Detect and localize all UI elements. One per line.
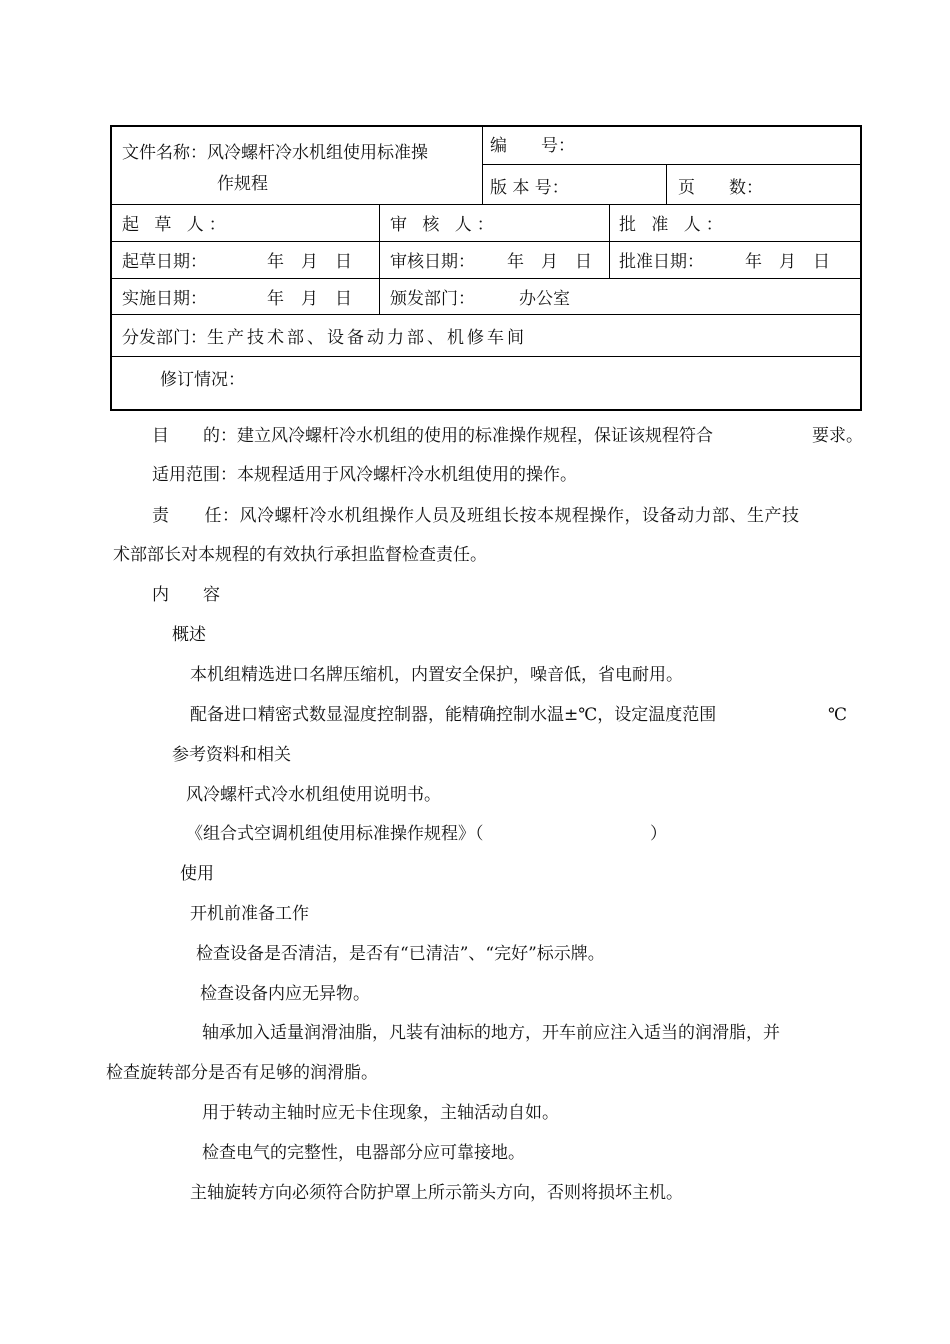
file-name-value: 风冷螺杆冷水机组使用标准操	[207, 143, 428, 163]
check-item-4: 用于转动主轴时应无卡住现象，主轴活动自如。	[202, 1103, 559, 1123]
review-date-label: 审核日期：	[390, 252, 475, 272]
distribution-value: 生产技术部、设备动力部、机修车间	[207, 328, 527, 348]
review-date-ymd: 年 月 日	[507, 252, 592, 272]
check-item-5: 检查电气的完整性，电器部分应可靠接地。	[202, 1143, 525, 1163]
usage-heading: 使用	[180, 864, 214, 884]
revision-label: 修订情况：	[160, 370, 245, 390]
table-rule	[112, 241, 862, 242]
overview-heading: 概述	[172, 625, 206, 645]
approve-date-ymd: 年 月 日	[745, 252, 830, 272]
check-item-2: 检查设备内应无异物。	[200, 984, 370, 1004]
approve-date-label: 批准日期：	[619, 252, 704, 272]
purpose-text: 建立风冷螺杆冷水机组的使用的标准操作规程，保证该规程符合	[237, 426, 713, 446]
pages-label: 页 数：	[678, 178, 763, 198]
table-rule	[666, 164, 667, 204]
table-rule	[112, 204, 862, 205]
reference-item-2: 《组合式空调机组使用标准操作规程》（	[186, 824, 484, 844]
approver-label: 批 准 人：	[619, 215, 728, 235]
reviewer-label: 审 核 人：	[390, 215, 499, 235]
header-table	[110, 125, 862, 411]
table-rule	[379, 204, 380, 314]
responsibility-text-cont: 术部部长对本规程的有效执行承担监督检查责任。	[113, 545, 487, 565]
issuing-dept-value: 办公室	[519, 289, 570, 309]
table-rule	[112, 278, 862, 279]
responsibility-text: 风冷螺杆冷水机组操作人员及班组长按本规程操作，设备动力部、生产技	[239, 506, 800, 526]
effective-date-label: 实施日期：	[122, 289, 207, 309]
effective-date-ymd: 年 月 日	[267, 289, 352, 309]
file-name-label: 文件名称：	[122, 143, 207, 163]
table-rule	[112, 356, 862, 357]
check-item-3: 轴承加入适量润滑油脂，凡装有油标的地方，开车前应注入适当的润滑脂，并	[202, 1023, 780, 1043]
overview-item-2: 配备进口精密式数显湿度控制器，能精确控制水温±℃，设定温度范围	[190, 705, 717, 725]
draft-date-label: 起草日期：	[122, 252, 207, 272]
version-label: 版 本 号：	[490, 178, 569, 198]
table-rule	[482, 164, 862, 165]
references-heading: 参考资料和相关	[172, 745, 291, 765]
drafter-label: 起 草 人：	[122, 215, 231, 235]
table-rule	[609, 204, 610, 278]
responsibility-label: 责 任：	[152, 506, 240, 526]
number-label: 编 号：	[490, 136, 575, 156]
reference-item-2-end: ）	[650, 824, 667, 844]
file-name-value-cont: 作规程	[217, 174, 268, 194]
overview-item-1: 本机组精选进口名牌压缩机，内置安全保护，噪音低，省电耐用。	[190, 665, 683, 685]
check-item-3-cont: 检查旋转部分是否有足够的润滑脂。	[106, 1063, 378, 1083]
issuing-dept-label: 颁发部门：	[390, 289, 475, 309]
table-rule	[482, 127, 483, 204]
scope-text: 本规程适用于风冷螺杆冷水机组使用的操作。	[237, 465, 577, 485]
prep-heading: 开机前准备工作	[190, 904, 309, 924]
scope-label: 适用范围：	[152, 465, 237, 485]
purpose-end: 要求。	[812, 426, 863, 446]
reference-item-1: 风冷螺杆式冷水机组使用说明书。	[186, 785, 441, 805]
draft-date-ymd: 年 月 日	[267, 252, 352, 272]
table-rule	[112, 314, 862, 315]
overview-item-2-unit: ℃	[828, 705, 848, 725]
purpose-label: 目 的：	[152, 426, 237, 446]
check-item-1: 检查设备是否清洁，是否有“已清洁”、“完好”标示牌。	[196, 944, 605, 964]
distribution-label: 分发部门：	[122, 328, 207, 348]
check-item-6: 主轴旋转方向必须符合防护罩上所示箭头方向，否则将损坏主机。	[190, 1183, 683, 1203]
content-heading: 内 容	[152, 585, 220, 605]
